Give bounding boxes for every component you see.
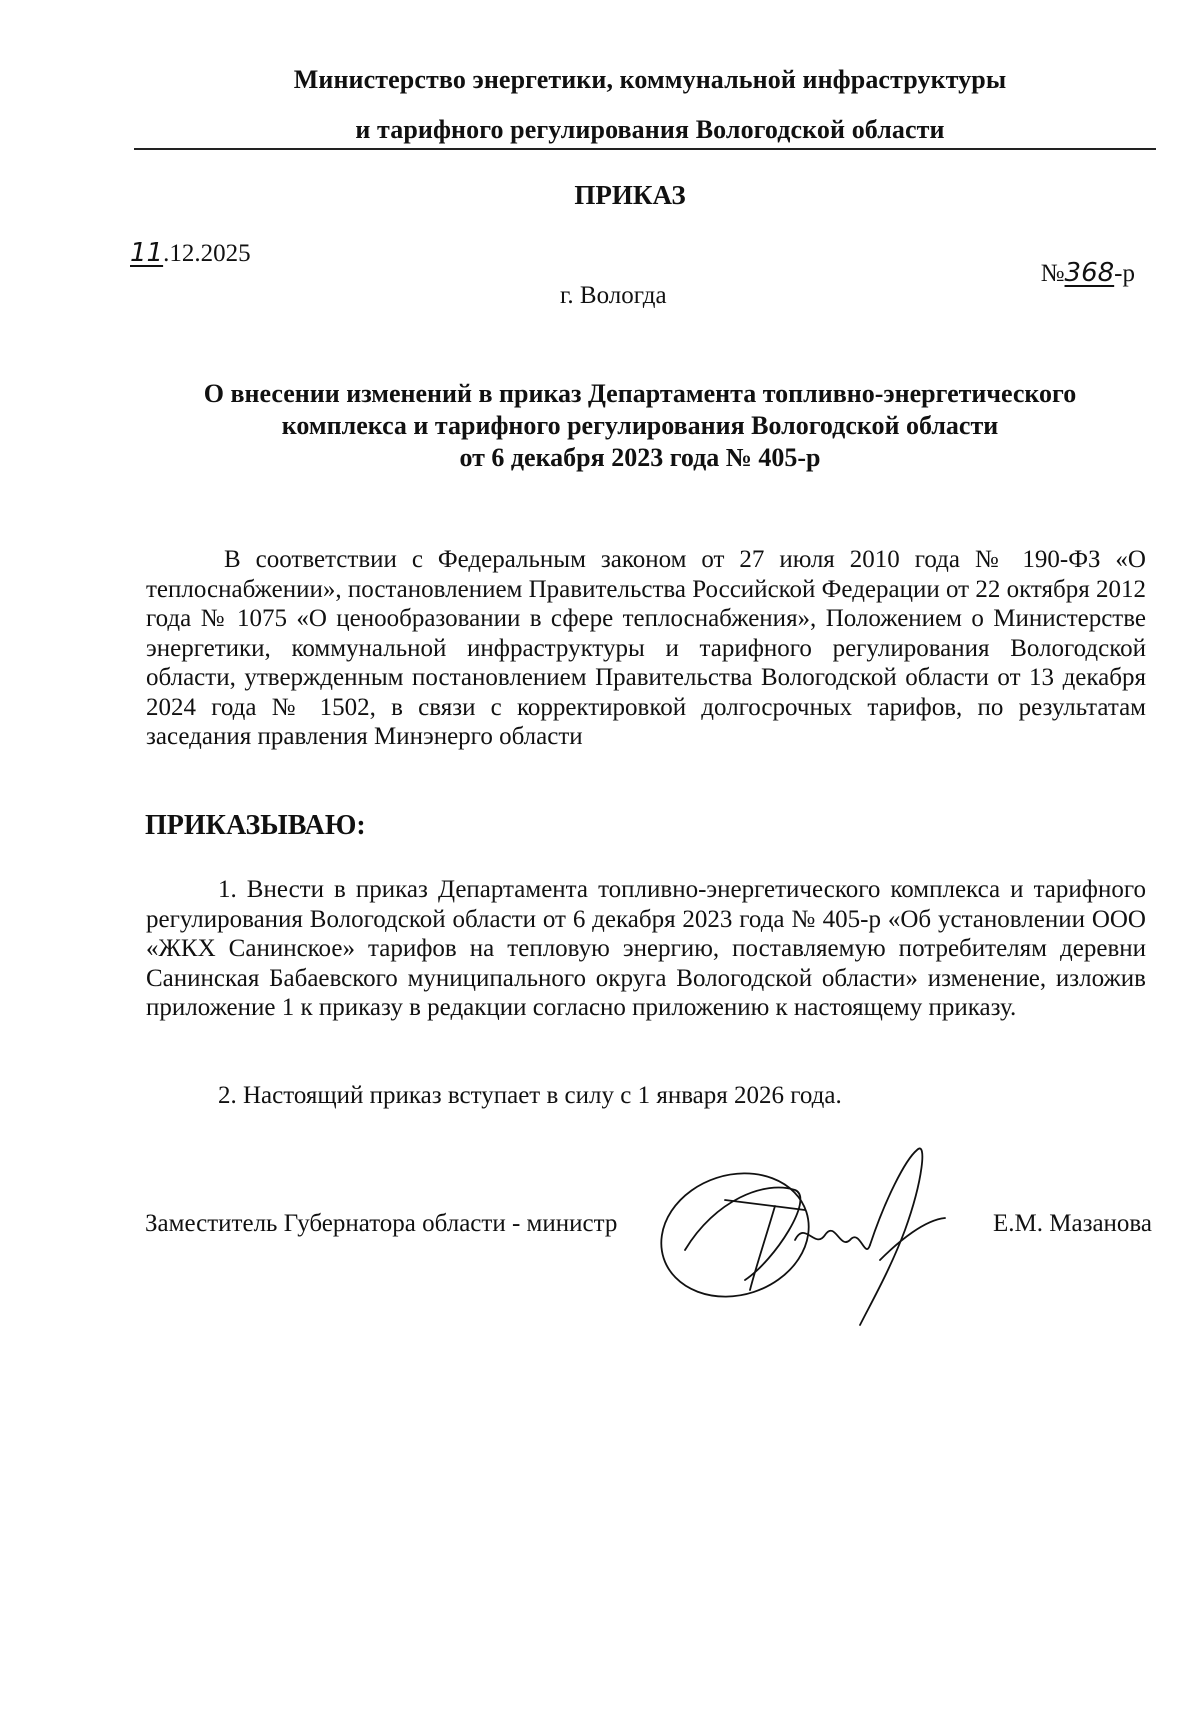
order-item-2: 2. Настоящий приказ вступает в силу с 1 января 2026 года. (218, 1082, 842, 1109)
signature-stroke-2 (725, 1200, 805, 1290)
ministry-header-line-2: и тарифного регулирования Вологодской области (355, 115, 945, 144)
document-title: ПРИКАЗ (574, 180, 686, 210)
signatory-name: Е.М. Мазанова (993, 1210, 1152, 1237)
subject-line-1: О внесении изменений в приказ Департамента топливно-энергетического (203, 379, 1077, 408)
order-heading: ПРИКАЗЫВАЮ: (145, 810, 366, 841)
signatory-position: Заместитель Губернатора области - министр (145, 1210, 618, 1237)
preamble-paragraph: В соответствии с Федеральным законом от 27 июля 2010 года № 190-ФЗ «О теплоснабжении», постановлением Правительства Российской Федерации от 22 октября 2012 года № 1075 «О ценообразовании в сфере теплоснабжения», Положением о Министерстве энергетики, коммунальной инфраструктуры и тарифного регулирования Вологодской области, утвержденным постановлением Правительства Вологодской области от 13 декабря 2024 года № 1502, в связи с корректировкой долгосрочных тарифов, по результатам заседания правления Минэнерго области (146, 546, 1146, 750)
subject-line-3: от 6 декабря 2023 года № 405-р (459, 443, 821, 472)
handwritten-number: 368 (1064, 258, 1115, 288)
number-suffix: -р (1114, 260, 1135, 287)
subject-line-2: комплекса и тарифного регулирования Вологодской области (281, 411, 999, 440)
order-item-1: 1. Внести в приказ Департамента топливно-энергетического комплекса и тарифного регулирования Вологодской области от 6 декабря 2023 года № 405-р «Об установлении ООО «ЖКХ Санинское» тарифов на тепловую энергию, поставляемую потребителям деревни Санинская Бабаевского муниципального округа Вологодской области» изменение, изложив приложение 1 к приказу в редакции согласно приложению к настоящему приказу. (146, 876, 1146, 1021)
header-divider (134, 148, 1156, 150)
handwritten-day: 11 (130, 238, 164, 268)
signature-stroke-4 (860, 1148, 922, 1325)
signature-stroke-3 (795, 1231, 870, 1249)
document-number (1041, 258, 1135, 288)
document-subject (140, 378, 1140, 474)
signature-stroke-5 (880, 1218, 945, 1260)
date-month-year: .12.2025 (163, 240, 251, 267)
handwritten-signature (655, 1140, 995, 1330)
document-date (130, 238, 251, 268)
document-city: г. Вологда (560, 282, 667, 309)
ministry-header-line-1: Министерство энергетики, коммунальной инфраструктуры (293, 65, 1007, 94)
number-sign: № (1040, 260, 1065, 287)
